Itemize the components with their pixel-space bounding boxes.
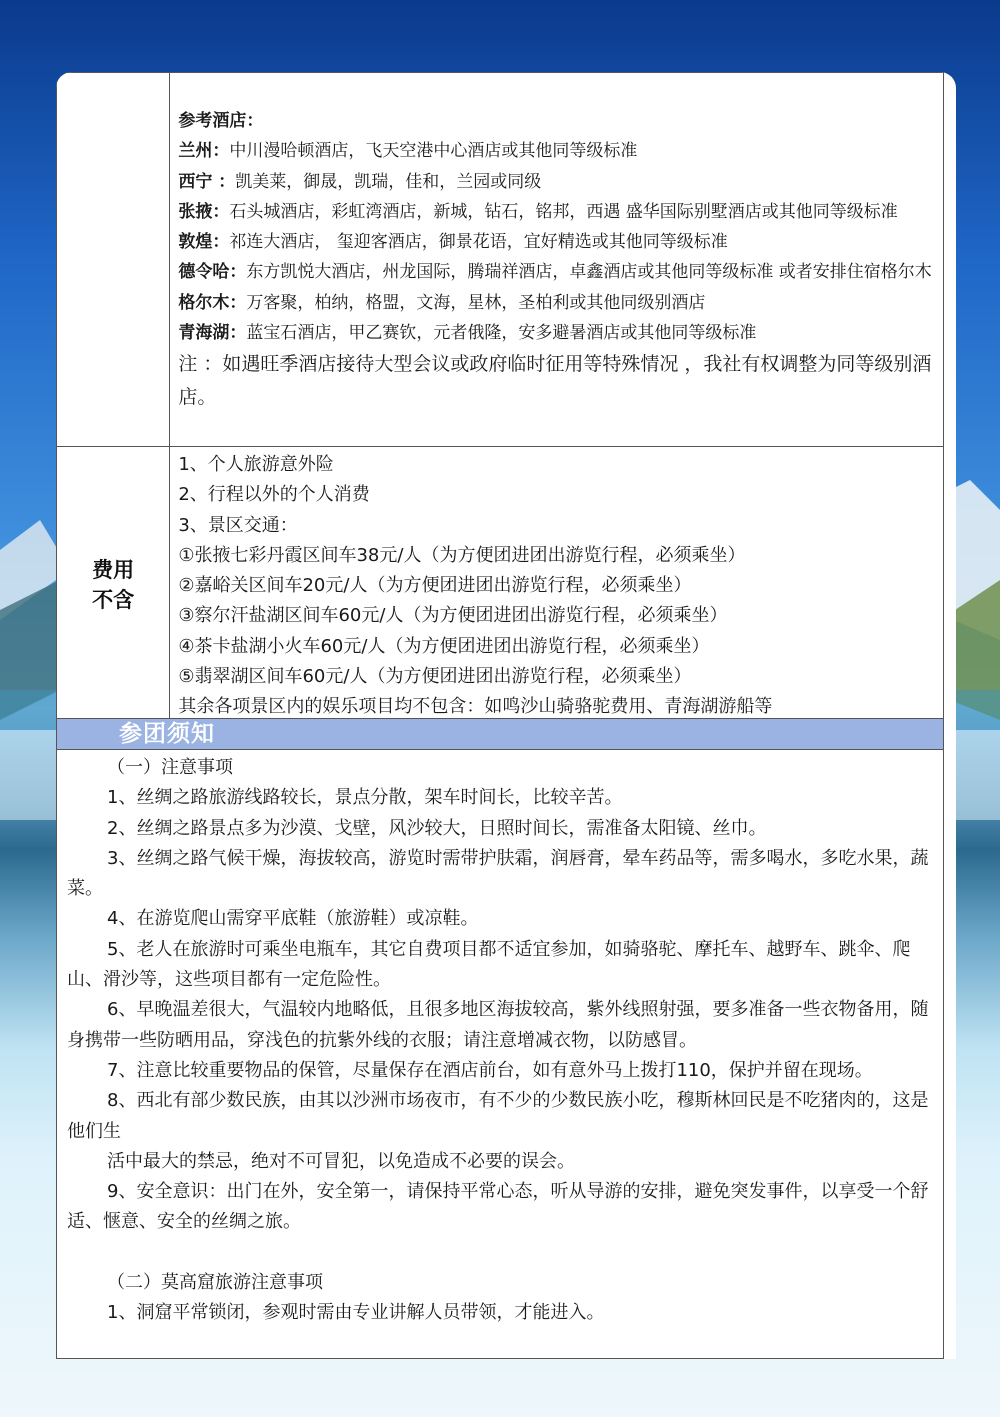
excluded-row <box>57 447 944 724</box>
hotel-city: 格尔木： <box>178 292 247 313</box>
excluded-item: 其余各项景区内的娱乐项目均不包含：如鸣沙山骑骆驼费用、青海湖游船等 <box>178 696 773 718</box>
notice-item: 9、安全意识：出门在外，安全第一，请保持平常心态，听从导游的安排，避免突发事件，以享受一个舒适、惬意、安全的丝绸之旅。 <box>67 1181 929 1233</box>
notice-item: 7、注意比较重要物品的保管，尽量保存在酒店前台，如有意外马上拨打110，保护并留在现场。 <box>107 1059 873 1081</box>
hotel-item <box>178 318 935 348</box>
excluded-label-line: 费用 <box>92 557 135 582</box>
excluded-label-cell <box>57 447 170 724</box>
hotel-city: 敦煌： <box>178 232 230 253</box>
excluded-item: ②嘉峪关区间车20元/人（为方便团进团出游览行程，必须乘坐） <box>178 575 692 597</box>
hotel-item <box>178 167 935 197</box>
excluded-item: ④茶卡盐湖小火车60元/人（为方便团进团出游览行程，必须乘坐） <box>178 635 710 657</box>
notice-item: 2、丝绸之路景点多为沙漠、戈壁，风沙较大，日照时间长，需准备太阳镜、丝巾。 <box>107 817 767 839</box>
notice-item: 4、在游览爬山需穿平底鞋（旅游鞋）或凉鞋。 <box>107 908 479 930</box>
hotel-city: 张掖： <box>178 201 230 222</box>
excluded-item: 3、景区交通： <box>178 514 298 536</box>
hotel-content-cell <box>170 73 944 447</box>
hotel-city: 兰州： <box>178 141 230 162</box>
notice-item: 5、老人在旅游时可乘坐电瓶车，其它自费项目都不适宜参加，如骑骆驼、摩托车、越野车、跳伞、爬山、滑沙等，这些项目都有一定危险性。 <box>67 938 911 991</box>
spacer <box>67 1238 933 1268</box>
notice-content <box>56 750 944 1359</box>
notice-item: 6、早晚温差很大，气温较内地略低，且很多地区海拔较高，紫外线照射强，要多准备一些衣物备用，随身携带一些防晒用品，穿浅色的抗紫外线的衣服；请注意增减衣物，以防感冒。 <box>67 999 929 1051</box>
hotel-heading: 参考酒店： <box>178 111 264 131</box>
notice-item: 3、丝绸之路气候干燥，海拔较高，游览时需带护肤霜，润唇膏，晕车药品等，需多喝水，多吃水果，蔬菜。 <box>67 847 929 900</box>
hotel-city: 青海湖： <box>178 323 247 344</box>
hotel-list: 东方凯悦大酒店，州龙国际，腾瑞祥酒店，卓鑫酒店或其他同等级标准 或者安排住宿格尔木 <box>246 262 932 283</box>
excluded-item: ①张掖七彩丹霞区间车38元/人（为方便团进团出游览行程，必须乘坐） <box>178 544 746 566</box>
excluded-item: 2、行程以外的个人消费 <box>178 484 370 506</box>
hotel-item <box>178 227 935 257</box>
notice-item: 8、西北有部少数民族，由其以沙洲市场夜市，有不少的少数民族小吃，穆斯林回民是不吃猪肉的，这是他们生 <box>67 1090 929 1142</box>
notice-title: 参团须知 <box>119 721 215 747</box>
hotel-list: 凯美莱，御晟，凯瑞，佳和，兰园或同级 <box>235 171 542 192</box>
hotel-row <box>57 73 944 447</box>
hotel-city: 西宁 ： <box>178 171 236 192</box>
section-title: （一）注意事项 <box>107 757 233 778</box>
section-title: （二）莫高窟旅游注意事项 <box>107 1271 323 1293</box>
itinerary-table <box>56 72 944 724</box>
hotel-item <box>178 197 935 227</box>
hotel-label-cell <box>57 73 170 447</box>
hotel-city: 德令哈： <box>178 262 247 283</box>
notice-item: 1、洞窟平常锁闭，参观时需由专业讲解人员带领，才能进入。 <box>107 1302 605 1324</box>
document-sheet <box>56 72 956 1359</box>
hotel-item <box>178 136 935 166</box>
excluded-label-line: 不含 <box>92 587 135 612</box>
hotel-list: 万客聚，柏纳，格盟，文海，星林，圣柏利或其他同级别酒店 <box>246 292 706 313</box>
excluded-item: ⑤翡翠湖区间车60元/人（为方便团进团出游览行程，必须乘坐） <box>178 666 692 688</box>
hotel-list: 石头城酒店，彩虹湾酒店，新城，钻石，铭邦，西遇 盛华国际别墅酒店或其他同等级标准 <box>229 201 898 222</box>
hotel-item <box>178 288 935 318</box>
excluded-content-cell <box>170 447 944 724</box>
hotel-note: 注 ：如遇旺季酒店接待大型会议或政府临时征用等特殊情况 ，我社有权调整为同等级别酒店。 <box>178 353 932 409</box>
hotel-list: 蓝宝石酒店，甲乙赛钦，元者俄隆，安多避暑酒店或其他同等级标准 <box>246 323 757 344</box>
notice-item: 活中最大的禁忌，绝对不可冒犯，以免造成不必要的误会。 <box>107 1150 575 1172</box>
notice-title-bar <box>56 718 944 750</box>
hotel-list: 中川漫哈顿酒店，飞天空港中心酒店或其他同等级标准 <box>229 141 638 162</box>
notice-item: 1、丝绸之路旅游线路较长，景点分散，架车时间长，比较辛苦。 <box>107 787 623 809</box>
hotel-item <box>178 257 935 287</box>
excluded-item: 1、个人旅游意外险 <box>178 454 334 475</box>
hotel-list: 祁连大酒店， 玺迎客酒店，御景花语，宜好精选或其他同等级标准 <box>229 232 728 253</box>
excluded-item: ③察尔汗盐湖区间车60元/人（为方便团进团出游览行程，必须乘坐） <box>178 605 728 627</box>
